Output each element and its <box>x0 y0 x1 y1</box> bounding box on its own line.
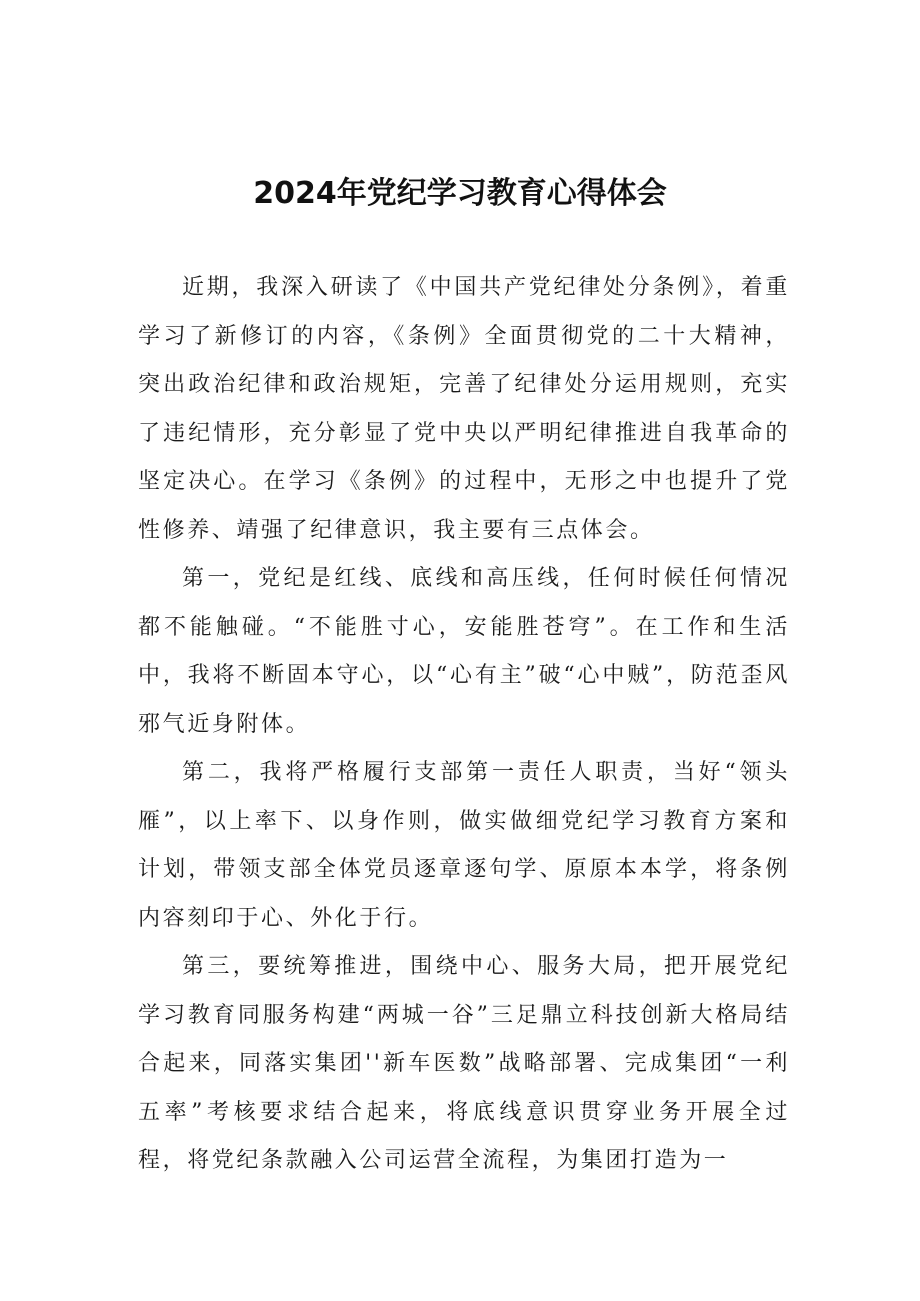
paragraph-first-point: 第一，党纪是红线、底线和高压线，任何时候任何情况都不能触碰。“不能胜寸心，安能胜苍穹”。在工作和生活中，我将不断固本守心，以“心有主”破“心中贼”，防范歪风邪气近身附体。 <box>138 566 790 737</box>
document-title: 2024年党纪学习教育心得体会 <box>253 176 667 211</box>
document-body <box>138 264 790 1186</box>
paragraph-intro: 近期，我深入研读了《中国共产党纪律处分条例》，着重学习了新修订的内容，《条例》全面贯彻党的二十大精神，突出政治纪律和政治规矩，完善了纪律处分运用规则，充实了违纪情形，充分彰显了党中央以严明纪律推进自我革命的坚定决心。在学习《条例》的过程中，无形之中也提升了党性修养、靖强了纪律意识，我主要有三点体会。 <box>138 275 790 543</box>
paragraph-second-point: 第二，我将严格履行支部第一责任人职责，当好“领头雁”，以上率下、以身作则，做实做细党纪学习教育方案和计划，带领支部全体党员逐章逐句学、原原本本学，将条例内容刻印于心、外化于行。 <box>138 760 790 931</box>
paragraph-third-point: 第三，要统筹推进，围绕中心、服务大局，把开展党纪学习教育同服务构建“两城一谷”三足鼎立科技创新大格局结合起来，同落实集团''新车医数”战略部署、完成集团“一利五率”考核要求结合起来，将底线意识贯穿业务开展全过程，将党纪条款融入公司运营全流程，为集团打造为一 <box>138 954 790 1173</box>
